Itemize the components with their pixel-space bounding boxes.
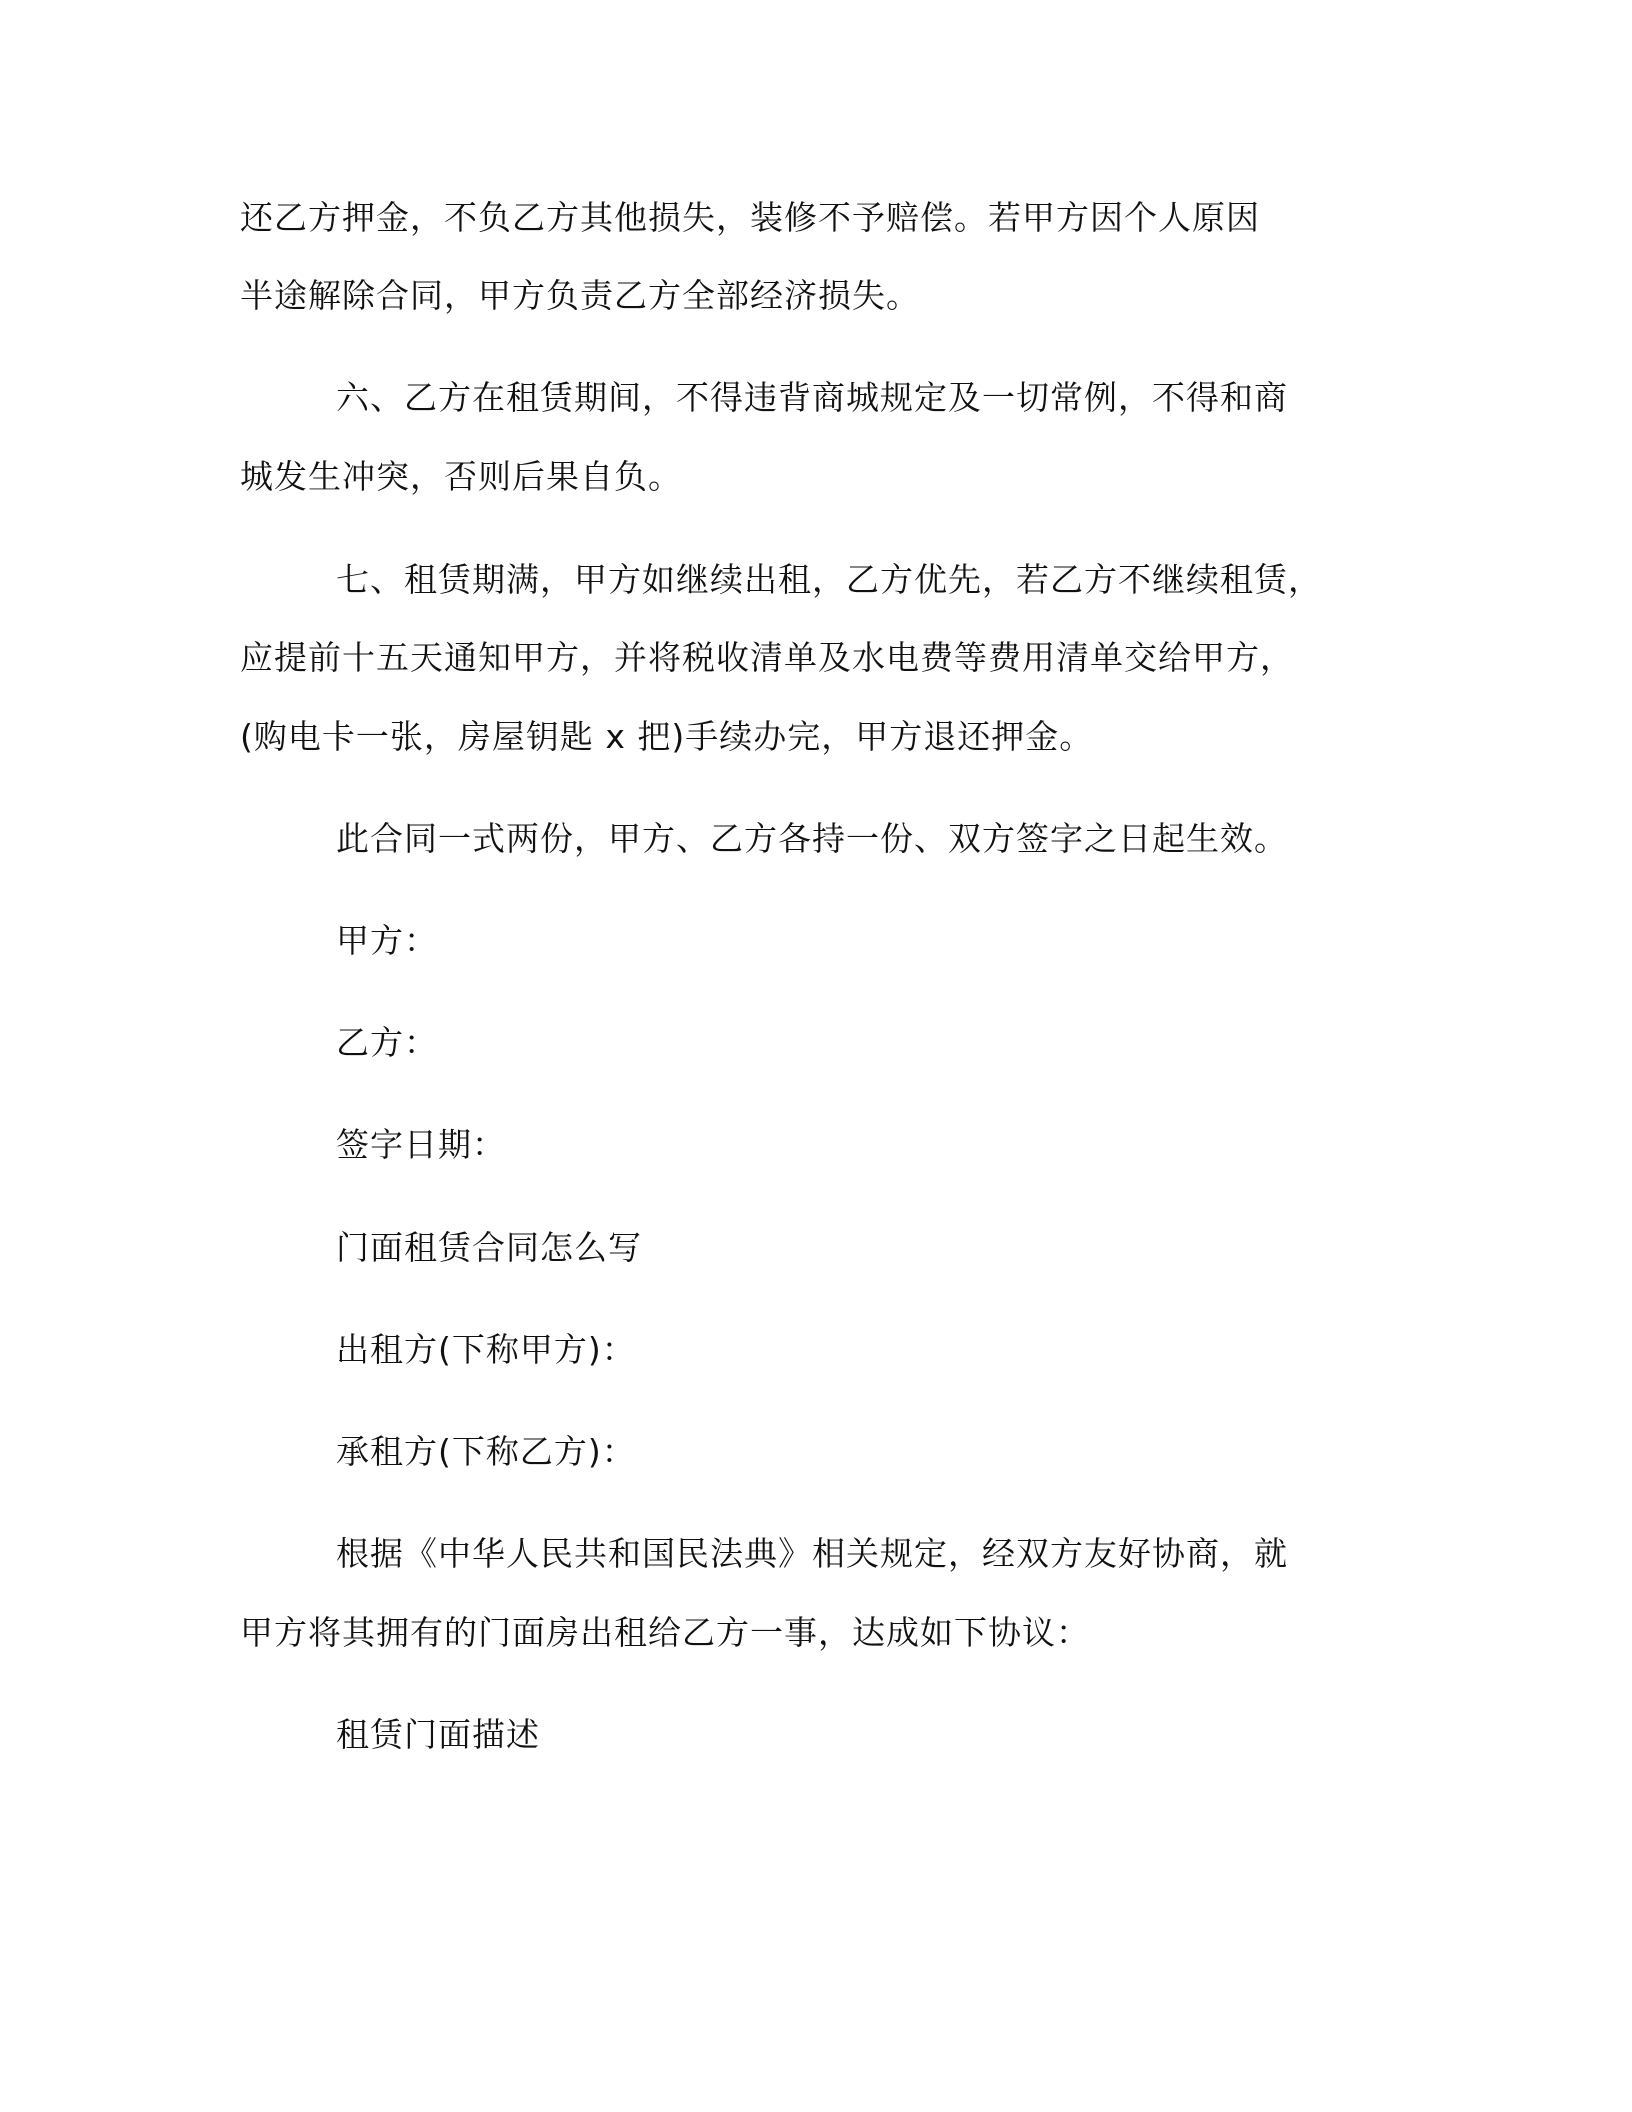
text-line: 还乙方押金，不负乙方其他损失，装修不予赔偿。若甲方因个人原因	[240, 198, 1260, 237]
text-line: 应提前十五天通知甲方，并将税收清单及水电费等费用清单交给甲方，	[240, 638, 1294, 677]
contract-copies-line: 此合同一式两份，甲方、乙方各持一份、双方签字之日起生效。	[336, 819, 1288, 858]
subsection-heading: 租赁门面描述	[336, 1715, 540, 1754]
agreement-intro-line: 根据《中华人民共和国民法典》相关规定，经双方友好协商，就	[336, 1534, 1288, 1573]
text-line: 半途解除合同，甲方负责乙方全部经济损失。	[240, 276, 920, 315]
clause-seven-line: 七、租赁期满，甲方如继续出租，乙方优先，若乙方不继续租赁，	[336, 560, 1322, 599]
sign-date-label: 签字日期：	[336, 1125, 506, 1164]
text-line: 甲方将其拥有的门面房出租给乙方一事，达成如下协议：	[240, 1613, 1090, 1652]
clause-six-line: 六、乙方在租赁期间，不得违背商城规定及一切常例，不得和商	[336, 378, 1288, 417]
lessor-label: 出租方(下称甲方)：	[336, 1330, 636, 1369]
text-line: (购电卡一张，房屋钥匙 x 把)手续办完，甲方退还押金。	[240, 717, 1094, 756]
text-line: 城发生冲突，否则后果自负。	[240, 457, 682, 496]
section-heading: 门面租赁合同怎么写	[336, 1228, 642, 1267]
lessee-label: 承租方(下称乙方)：	[336, 1432, 636, 1471]
party-a-label: 甲方：	[336, 921, 438, 960]
party-b-label: 乙方：	[336, 1023, 438, 1062]
